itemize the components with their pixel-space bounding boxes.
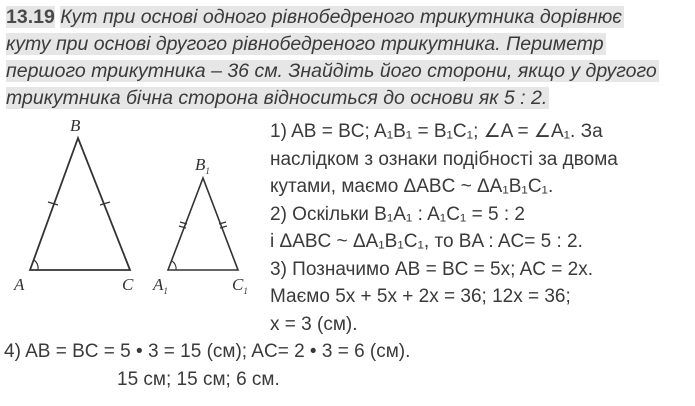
vertex-a1: $A_1$ — [153, 275, 168, 296]
vertex-c1: $C_1$ — [232, 275, 248, 296]
vertex-b: B — [70, 116, 81, 135]
answer-line: 15 см; 15 см; 6 см. — [117, 368, 280, 390]
triangle-abc-outline — [30, 138, 130, 270]
triangle-a1b1c1 — [152, 155, 248, 296]
solution — [4, 118, 690, 393]
solution-line-3: кутами, маємо ΔABC ~ ΔA₁B₁C₁. — [270, 176, 554, 197]
solution-line-8: x = 3 (см). — [270, 313, 358, 335]
vertex-a: A — [14, 275, 25, 294]
problem-line-4 — [6, 85, 688, 112]
problem-line-3 — [6, 58, 688, 85]
problem-text-2: куту при основі другого рівнобедреного трикутника. Периметр — [6, 33, 604, 55]
angle-a1-arc — [172, 261, 176, 270]
problem-text-3: першого трикутника – 36 см. Знайдіть його сторони, якщо у другого — [6, 60, 657, 82]
vertex-b1: $B_1$ — [195, 155, 210, 176]
triangles-figure — [0, 112, 270, 302]
solution-line-1: 1) AB = BC; A₁B₁ = B₁C₁; ∠A = ∠A₁. За — [270, 121, 603, 142]
problem-number: 13.19 — [6, 6, 55, 28]
solution-line-6: 3) Позначимо AB = BC = 5x; AC = 2x. — [270, 258, 593, 280]
problem-line-1 — [6, 4, 688, 31]
problem-text-1: Кут при основі одного рівнобедреного трикутника дорівнює — [60, 6, 622, 28]
triangle-abc — [13, 116, 134, 294]
solution-line-4: 2) Оскільки B₁A₁ : A₁C₁ = 5 : 2 — [270, 203, 525, 225]
problem-line-2 — [6, 31, 688, 58]
problem-statement — [6, 4, 688, 112]
solution-line-7: Маємо 5x + 5x + 2x = 36; 12x = 36; — [270, 286, 571, 307]
solution-line-2: наслідком з ознаки подібності за двома — [270, 148, 618, 170]
triangle-a1b1c1-outline — [168, 178, 238, 270]
vertex-c: C — [122, 275, 134, 294]
problem-text-4: трикутника бічна сторона відноситься до основи як 5 : 2. — [6, 87, 548, 109]
angle-a-arc — [34, 260, 38, 270]
solution-line-5: і ΔABC ~ ΔA₁B₁C₁, то BA : AC= 5 : 2. — [270, 231, 583, 252]
solution-line-9: 4) AB = BC = 5 • 3 = 15 (см); AC= 2 • 3 = 6 (см). — [4, 341, 411, 362]
